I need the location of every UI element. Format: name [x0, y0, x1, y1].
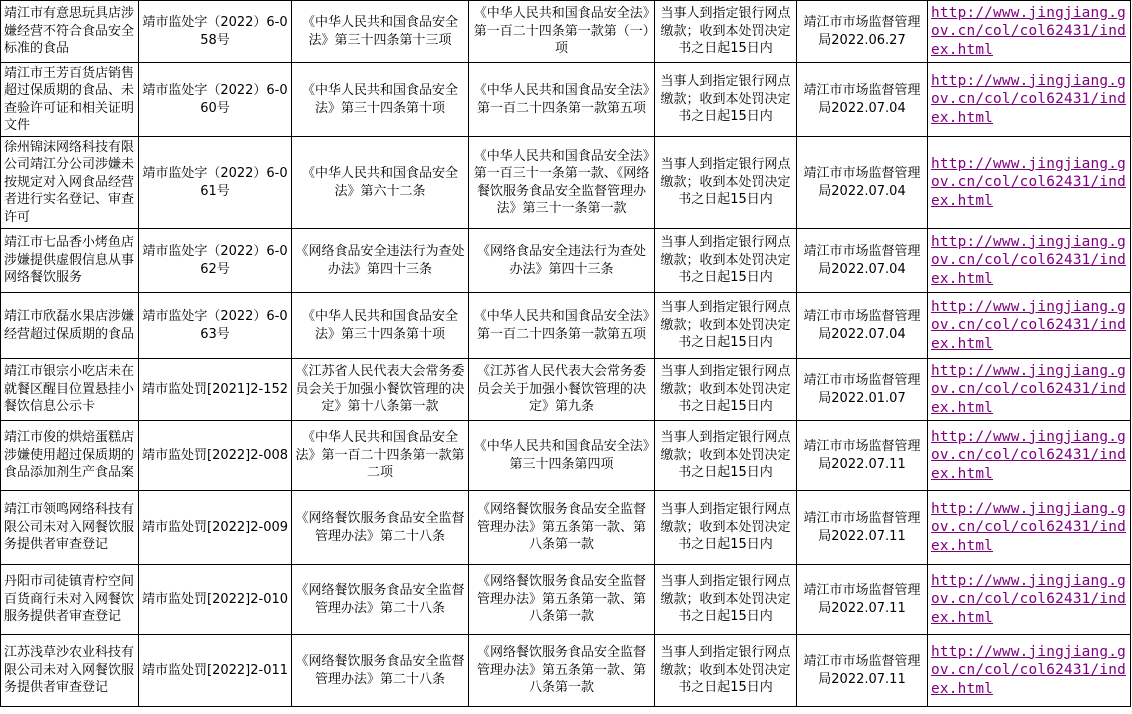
payment-method-cell: 当事人到指定银行网点缴款；收到本处罚决定书之日起15日内	[655, 491, 797, 565]
party-name-cell: 靖江市领鸣网络科技有限公司未对入网餐饮服务提供者审查登记	[1, 491, 139, 565]
detail-link[interactable]: http://www.jingjiang.gov.cn/col/col62431/index.html	[931, 362, 1127, 416]
table-row	[1, 293, 1131, 359]
payment-method-cell: 当事人到指定银行网点缴款；收到本处罚决定书之日起15日内	[655, 293, 797, 359]
detail-link[interactable]: http://www.jingjiang.gov.cn/col/col62431/index.html	[931, 298, 1127, 352]
link-cell	[928, 229, 1131, 293]
payment-method-cell: 当事人到指定银行网点缴款；收到本处罚决定书之日起15日内	[655, 359, 797, 421]
table-row	[1, 1, 1131, 63]
violation-basis-cell: 《中华人民共和国食品安全法》第三十四条第十项	[292, 63, 469, 137]
party-name-cell: 靖江市欣磊水果店涉嫌经营超过保质期的食品	[1, 293, 139, 359]
authority-date-cell: 靖江市市场监督管理局2022.01.07	[797, 359, 928, 421]
penalty-basis-cell: 《网络餐饮服务食品安全监督管理办法》第五条第一款、第八条第一款	[469, 635, 655, 707]
payment-method-cell: 当事人到指定银行网点缴款；收到本处罚决定书之日起15日内	[655, 229, 797, 293]
party-name-cell: 丹阳市司徒镇青柠空间百货商行未对入网餐饮服务提供者审查登记	[1, 565, 139, 635]
link-cell	[928, 63, 1131, 137]
document-number-cell: 靖市监处字（2022）6-062号	[139, 229, 292, 293]
penalty-basis-cell: 《中华人民共和国食品安全法》第一百二十四条第一款第（一）项	[469, 1, 655, 63]
authority-date-cell: 靖江市市场监督管理局2022.07.04	[797, 229, 928, 293]
violation-basis-cell: 《中华人民共和国食品安全法》第三十四条第十项	[292, 293, 469, 359]
violation-basis-cell: 《中华人民共和国食品安全法》第一百二十四条第一款第二项	[292, 421, 469, 491]
link-cell	[928, 137, 1131, 229]
violation-basis-cell: 《江苏省人民代表大会常务委员会关于加强小餐饮管理的决定》第十八条第一款	[292, 359, 469, 421]
table-row	[1, 63, 1131, 137]
document-number-cell: 靖市监处罚[2022]2-011	[139, 635, 292, 707]
penalty-basis-cell: 《网络餐饮服务食品安全监督管理办法》第五条第一款、第八条第一款	[469, 565, 655, 635]
payment-method-cell: 当事人到指定银行网点缴款；收到本处罚决定书之日起15日内	[655, 63, 797, 137]
party-name-cell: 靖江市王芳百货店销售超过保质期的食品、未查验许可证和相关证明文件	[1, 63, 139, 137]
penalty-basis-cell: 《网络食品安全违法行为查处办法》第四十三条	[469, 229, 655, 293]
party-name-cell: 靖江市有意思玩具店涉嫌经营不符合食品安全标准的食品	[1, 1, 139, 63]
detail-link[interactable]: http://www.jingjiang.gov.cn/col/col62431/index.html	[931, 428, 1127, 482]
detail-link[interactable]: http://www.jingjiang.gov.cn/col/col62431/index.html	[931, 155, 1127, 209]
detail-link[interactable]: http://www.jingjiang.gov.cn/col/col62431/index.html	[931, 643, 1127, 697]
document-number-cell: 靖市监处罚[2021]2-152	[139, 359, 292, 421]
document-number-cell: 靖市监处字（2022）6-060号	[139, 63, 292, 137]
violation-basis-cell: 《中华人民共和国食品安全法》第三十四条第十三项	[292, 1, 469, 63]
table-row	[1, 137, 1131, 229]
violation-basis-cell: 《网络餐饮服务食品安全监督管理办法》第二十八条	[292, 565, 469, 635]
link-cell	[928, 421, 1131, 491]
document-number-cell: 靖市监处字（2022）6-063号	[139, 293, 292, 359]
penalty-basis-cell: 《江苏省人民代表大会常务委员会关于加强小餐饮管理的决定》第九条	[469, 359, 655, 421]
table-row	[1, 565, 1131, 635]
link-cell	[928, 293, 1131, 359]
detail-link[interactable]: http://www.jingjiang.gov.cn/col/col62431/index.html	[931, 72, 1127, 126]
table-row	[1, 635, 1131, 707]
party-name-cell: 徐州锦沫网络科技有限公司靖江分公司涉嫌未按规定对入网食品经营者进行实名登记、审查许可	[1, 137, 139, 229]
penalty-basis-cell: 《中华人民共和国食品安全法》第三十四条第四项	[469, 421, 655, 491]
violation-basis-cell: 《网络食品安全违法行为查处办法》第四十三条	[292, 229, 469, 293]
violation-basis-cell: 《网络餐饮服务食品安全监督管理办法》第二十八条	[292, 635, 469, 707]
authority-date-cell: 靖江市市场监督管理局2022.07.04	[797, 293, 928, 359]
detail-link[interactable]: http://www.jingjiang.gov.cn/col/col62431/index.html	[931, 572, 1127, 626]
authority-date-cell: 靖江市市场监督管理局2022.07.04	[797, 137, 928, 229]
authority-date-cell: 靖江市市场监督管理局2022.07.11	[797, 635, 928, 707]
penalty-basis-cell: 《中华人民共和国食品安全法》第一百二十四条第一款第五项	[469, 63, 655, 137]
link-cell	[928, 635, 1131, 707]
detail-link[interactable]: http://www.jingjiang.gov.cn/col/col62431/index.html	[931, 4, 1127, 58]
party-name-cell: 靖江市七品香小烤鱼店涉嫌提供虚假信息从事网络餐饮服务	[1, 229, 139, 293]
payment-method-cell: 当事人到指定银行网点缴款；收到本处罚决定书之日起15日内	[655, 635, 797, 707]
payment-method-cell: 当事人到指定银行网点缴款；收到本处罚决定书之日起15日内	[655, 137, 797, 229]
penalty-basis-cell: 《中华人民共和国食品安全法》第一百三十一条第一款、《网络餐饮服务食品安全监督管理办法》第三十一条第一款	[469, 137, 655, 229]
payment-method-cell: 当事人到指定银行网点缴款；收到本处罚决定书之日起15日内	[655, 421, 797, 491]
authority-date-cell: 靖江市市场监督管理局2022.06.27	[797, 1, 928, 63]
table-row	[1, 421, 1131, 491]
table-row	[1, 491, 1131, 565]
violation-basis-cell: 《中华人民共和国食品安全法》第六十二条	[292, 137, 469, 229]
document-number-cell: 靖市监处字（2022）6-058号	[139, 1, 292, 63]
table-row	[1, 359, 1131, 421]
document-number-cell: 靖市监处罚[2022]2-009	[139, 491, 292, 565]
link-cell	[928, 1, 1131, 63]
party-name-cell: 靖江市俊的烘焙蛋糕店涉嫌使用超过保质期的食品添加剂生产食品案	[1, 421, 139, 491]
party-name-cell: 江苏浅草沙农业科技有限公司未对入网餐饮服务提供者审查登记	[1, 635, 139, 707]
table-row	[1, 229, 1131, 293]
link-cell	[928, 565, 1131, 635]
link-cell	[928, 491, 1131, 565]
document-number-cell: 靖市监处罚[2022]2-008	[139, 421, 292, 491]
detail-link[interactable]: http://www.jingjiang.gov.cn/col/col62431/index.html	[931, 500, 1127, 554]
detail-link[interactable]: http://www.jingjiang.gov.cn/col/col62431/index.html	[931, 233, 1127, 287]
authority-date-cell: 靖江市市场监督管理局2022.07.11	[797, 421, 928, 491]
party-name-cell: 靖江市银宗小吃店未在就餐区醒目位置悬挂小餐饮信息公示卡	[1, 359, 139, 421]
authority-date-cell: 靖江市市场监督管理局2022.07.11	[797, 565, 928, 635]
payment-method-cell: 当事人到指定银行网点缴款；收到本处罚决定书之日起15日内	[655, 565, 797, 635]
authority-date-cell: 靖江市市场监督管理局2022.07.11	[797, 491, 928, 565]
payment-method-cell: 当事人到指定银行网点缴款；收到本处罚决定书之日起15日内	[655, 1, 797, 63]
table-body	[1, 1, 1131, 707]
penalty-basis-cell: 《网络餐饮服务食品安全监督管理办法》第五条第一款、第八条第一款	[469, 491, 655, 565]
authority-date-cell: 靖江市市场监督管理局2022.07.04	[797, 63, 928, 137]
document-number-cell: 靖市监处罚[2022]2-010	[139, 565, 292, 635]
document-number-cell: 靖市监处字（2022）6-061号	[139, 137, 292, 229]
violation-basis-cell: 《网络餐饮服务食品安全监督管理办法》第二十八条	[292, 491, 469, 565]
link-cell	[928, 359, 1131, 421]
penalty-basis-cell: 《中华人民共和国食品安全法》第一百二十四条第一款第五项	[469, 293, 655, 359]
